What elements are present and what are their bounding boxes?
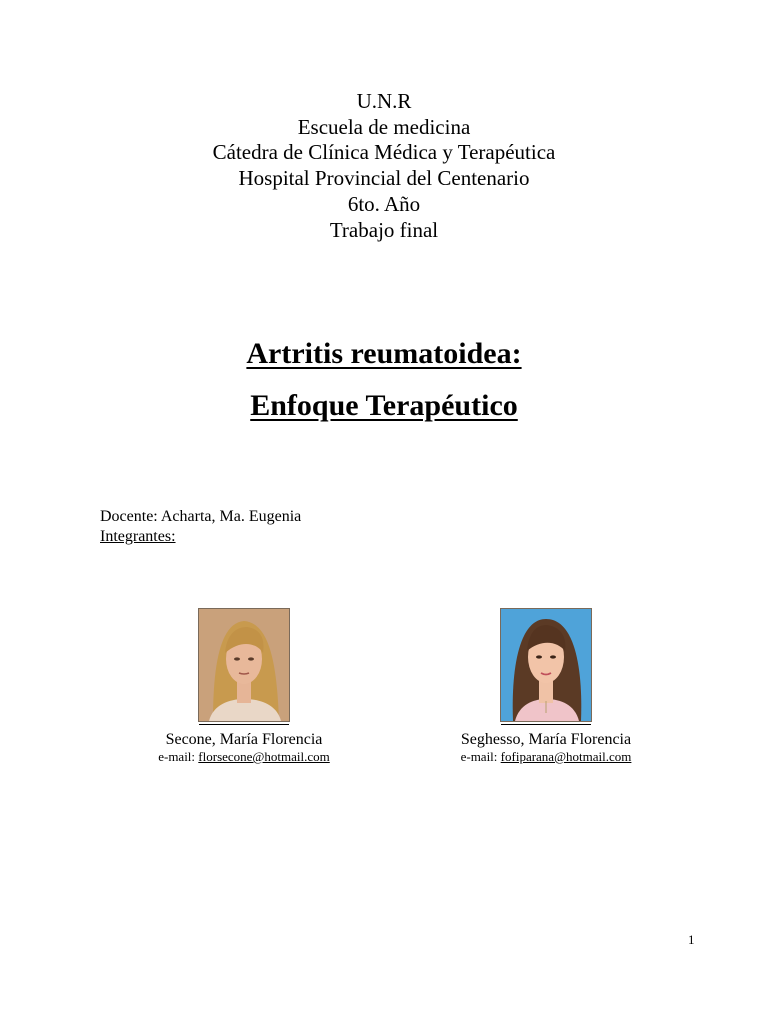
staff-section: [100, 507, 301, 547]
docente-line: Docente: Acharta, Ma. Eugenia: [100, 508, 302, 525]
header-line-university: U.N.R: [356, 89, 412, 113]
member-card-2: [396, 608, 696, 765]
person-photo-icon: [198, 608, 290, 722]
header-line-year: 6to. Año: [347, 191, 421, 216]
member-email-line: [94, 749, 394, 765]
member-email-line: [396, 749, 696, 765]
member-name: Seghesso, María Florencia: [460, 731, 632, 748]
title-line-2: [0, 380, 768, 432]
title-line-1: [0, 328, 768, 380]
email-link[interactable]: florsecone@hotmail.com: [198, 749, 330, 764]
member-name: Secone, María Florencia: [165, 731, 323, 748]
header-line-school: Escuela de medicina: [297, 114, 471, 139]
page-number: 1: [688, 932, 695, 947]
person-photo-icon: [500, 608, 592, 722]
integrantes-label: Integrantes:: [100, 528, 176, 545]
email-label: e-mail:: [460, 749, 501, 764]
email-label: e-mail:: [158, 749, 199, 764]
institution-header: [0, 89, 768, 243]
photo-underline: [501, 724, 591, 725]
photo-underline: [199, 724, 289, 725]
header-line-hospital: Hospital Provincial del Centenario: [238, 166, 530, 191]
title-subtitle: Enfoque Terapéutico: [250, 389, 518, 422]
header-line-department: Cátedra de Clínica Médica y Terapéutica: [212, 140, 556, 165]
document-title: [0, 328, 768, 432]
header-line-work-type: Trabajo final: [329, 217, 439, 242]
email-link[interactable]: fofiparana@hotmail.com: [500, 749, 632, 764]
member-card-1: [94, 608, 394, 765]
title-main: Artritis reumatoidea:: [246, 337, 522, 370]
